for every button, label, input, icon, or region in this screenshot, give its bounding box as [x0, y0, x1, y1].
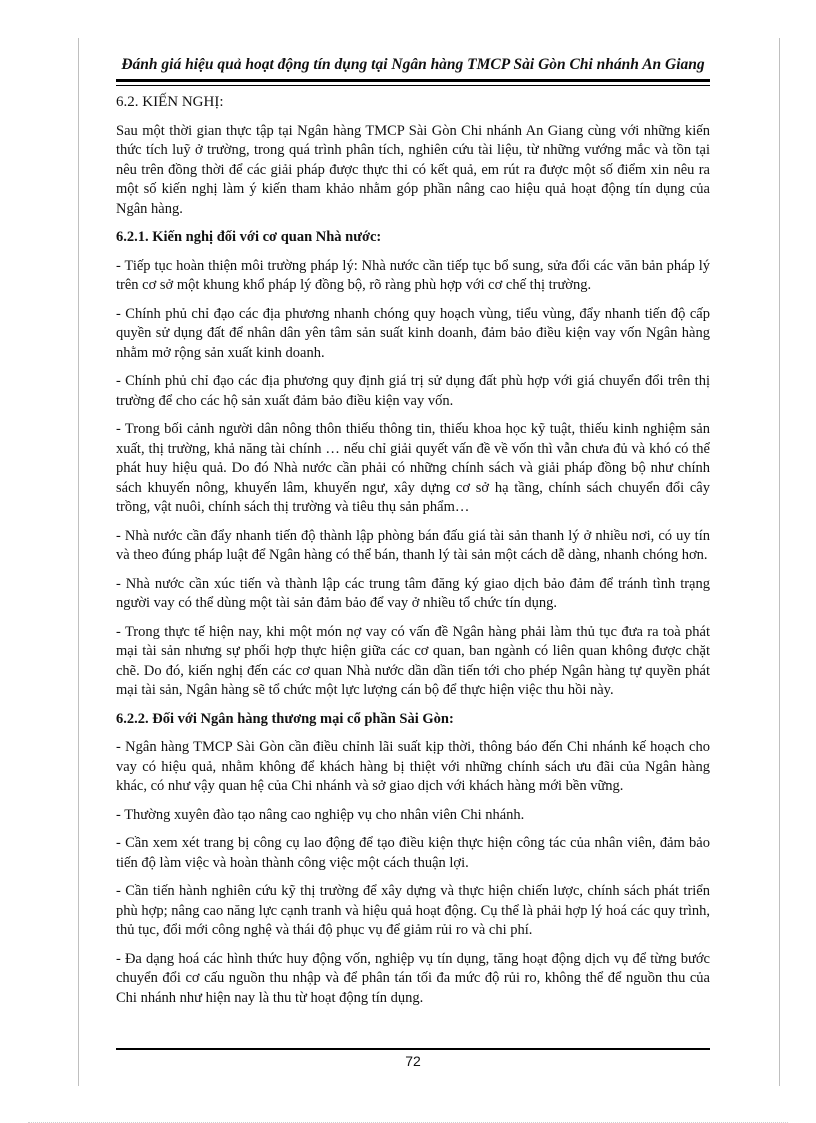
- subsection-heading-bank: 6.2.2. Đối với Ngân hàng thương mại cổ phần Sài Gòn:: [116, 710, 454, 727]
- recommendation-paragraph: - Chính phủ chỉ đạo các địa phương nhanh chóng quy hoạch vùng, tiểu vùng, đẩy nhanh tiến độ cấp quyền sử dụng đất để nhân dân yên tâm sản suất kinh doanh, đảm bảo điều kiện vay vốn Ngân hàng nhằm mở rộng sản xuất kinh doanh.: [116, 305, 710, 361]
- recommendation-paragraph: - Trong thực tế hiện nay, khi một món nợ vay có vấn đề Ngân hàng phải làm thủ tục đưa ra toà phát mại tài sản nhưng sự phối hợp thực hiện giữa các cơ quan, ban ngành có liên quan không được chặt chẽ. Do đó, kiến nghị đến các cơ quan Nhà nước dần dần tiến tới cho phép Ngân hàng tự quyền phát mại tài sản, Ngân hàng sẽ tổ chức một lực lượng cán bộ để thực hiện việc thu hồi này.: [116, 623, 710, 698]
- recommendation-paragraph: - Nhà nước cần đẩy nhanh tiến độ thành lập phòng bán đấu giá tài sản thanh lý ở nhiều nơi, có uy tín và theo đúng pháp luật để Ngân hàng có thể bán, thanh lý tài sản một cách dễ dàng, nhanh chóng hơn.: [116, 527, 710, 563]
- recommendation-paragraph: - Chính phủ chỉ đạo các địa phương quy định giá trị sử dụng đất phù hợp với giá chuyển đổi trên thị trường để cho các hộ sản xuất đảm bảo điều kiện vay vốn.: [116, 373, 710, 409]
- recommendation-paragraph: - Trong bối cảnh người dân nông thôn thiếu thông tin, thiếu khoa học kỹ tuật, thiếu kinh nghiệm sản xuất, thị trường, khả năng tài chính … nếu chỉ giải quyết vấn đề về vốn thì vẫn chưa đủ và khó có thể phát huy hiệu quả. Do đó Nhà nước cần phải có những chính sách và giải pháp đồng bộ như chính sách khuyến nông, khuyến lâm, khuyến ngư, xây dựng cơ sở hạ tầng, chính sách chuyển đổi cây trồng, vật nuôi, chính sách thị trường và tiêu thụ sản phẩm…: [116, 421, 710, 515]
- subsection-heading-state: 6.2.1. Kiến nghị đối với cơ quan Nhà nước:: [116, 229, 382, 245]
- footer-rule: [116, 1048, 710, 1050]
- page-number: 72: [405, 1053, 421, 1069]
- running-header: Đánh giá hiệu quả hoạt động tín dụng tại Ngân hàng TMCP Sài Gòn Chi nhánh An Giang: [121, 56, 705, 73]
- recommendation-paragraph: - Cần tiến hành nghiên cứu kỹ thị trường để xây dựng và thực hiện chiến lược, chính sách phát triển phù hợp; nâng cao năng lực cạnh tranh và hiệu quả hoạt động. Cụ thể là phải hợp lý hoá các quy trình, thủ tục, đổi mới công nghệ và thái độ phục vụ để giảm rủi ro và chi phí.: [116, 883, 710, 938]
- header-rule-thin: [116, 85, 710, 86]
- header-rule: [116, 79, 710, 82]
- recommendation-paragraph: - Đa dạng hoá các hình thức huy động vốn, nghiệp vụ tín dụng, tăng hoạt động dịch vụ để từng bước chuyển đổi cơ cấu nguồn thu nhập và để phân tán tối đa mức độ rủi ro, không thể để nguồn thu của Chi nhánh như hiện nay là thu từ hoạt động tín dụng.: [116, 950, 710, 1006]
- section-heading: 6.2. KIẾN NGHỊ:: [116, 94, 224, 110]
- recommendation-paragraph: - Tiếp tục hoàn thiện môi trường pháp lý: Nhà nước cần tiếp tục bổ sung, sửa đổi các văn bản pháp lý trên cơ sở một khung khổ pháp lý đồng bộ, rõ ràng phù hợp với cơ chế thị trường.: [116, 257, 710, 293]
- document-body: [116, 93, 710, 1017]
- recommendation-paragraph: - Cần xem xét trang bị công cụ lao động để tạo điều kiện thực hiện công tác của nhân viên, đảm bảo tiến độ làm việc và hoàn thành công việc một cách thuận lợi.: [116, 835, 710, 871]
- recommendation-paragraph: - Thường xuyên đào tạo nâng cao nghiệp vụ cho nhân viên Chi nhánh.: [116, 806, 525, 823]
- recommendation-paragraph: - Nhà nước cần xúc tiến và thành lập các trung tâm đăng ký giao dịch bảo đảm để tránh tình trạng người vay có thể dùng một tài sản đảm bảo để vay ở nhiều tổ chức tín dụng.: [116, 575, 710, 611]
- recommendation-paragraph: - Ngân hàng TMCP Sài Gòn cần điều chỉnh lãi suất kịp thời, thông báo đến Chi nhánh kế hoạch cho vay có hiệu quả, nhằm không để khách hàng bị thiệt với những chính sách ưu đãi của Ngân hàng khác, có như vậy quan hệ của Chi nhánh và sở giao dịch với khách hàng mới bền vững.: [116, 739, 710, 794]
- intro-paragraph: Sau một thời gian thực tập tại Ngân hàng TMCP Sài Gòn Chi nhánh An Giang cùng với những kiến thức tích luỹ ở trường, trong quá trình phân tích, nghiên cứu tài liệu, từ những vướng mắc và tồn tại nêu trên đồng thời để các giải pháp được thực thi có kết quả, em rút ra được một số điểm xin nêu ra một số kiến nghị làm ý kiến tham khảo nhằm góp phần nâng cao hiệu quả hoạt động tín dụng của Ngân hàng.: [116, 122, 710, 217]
